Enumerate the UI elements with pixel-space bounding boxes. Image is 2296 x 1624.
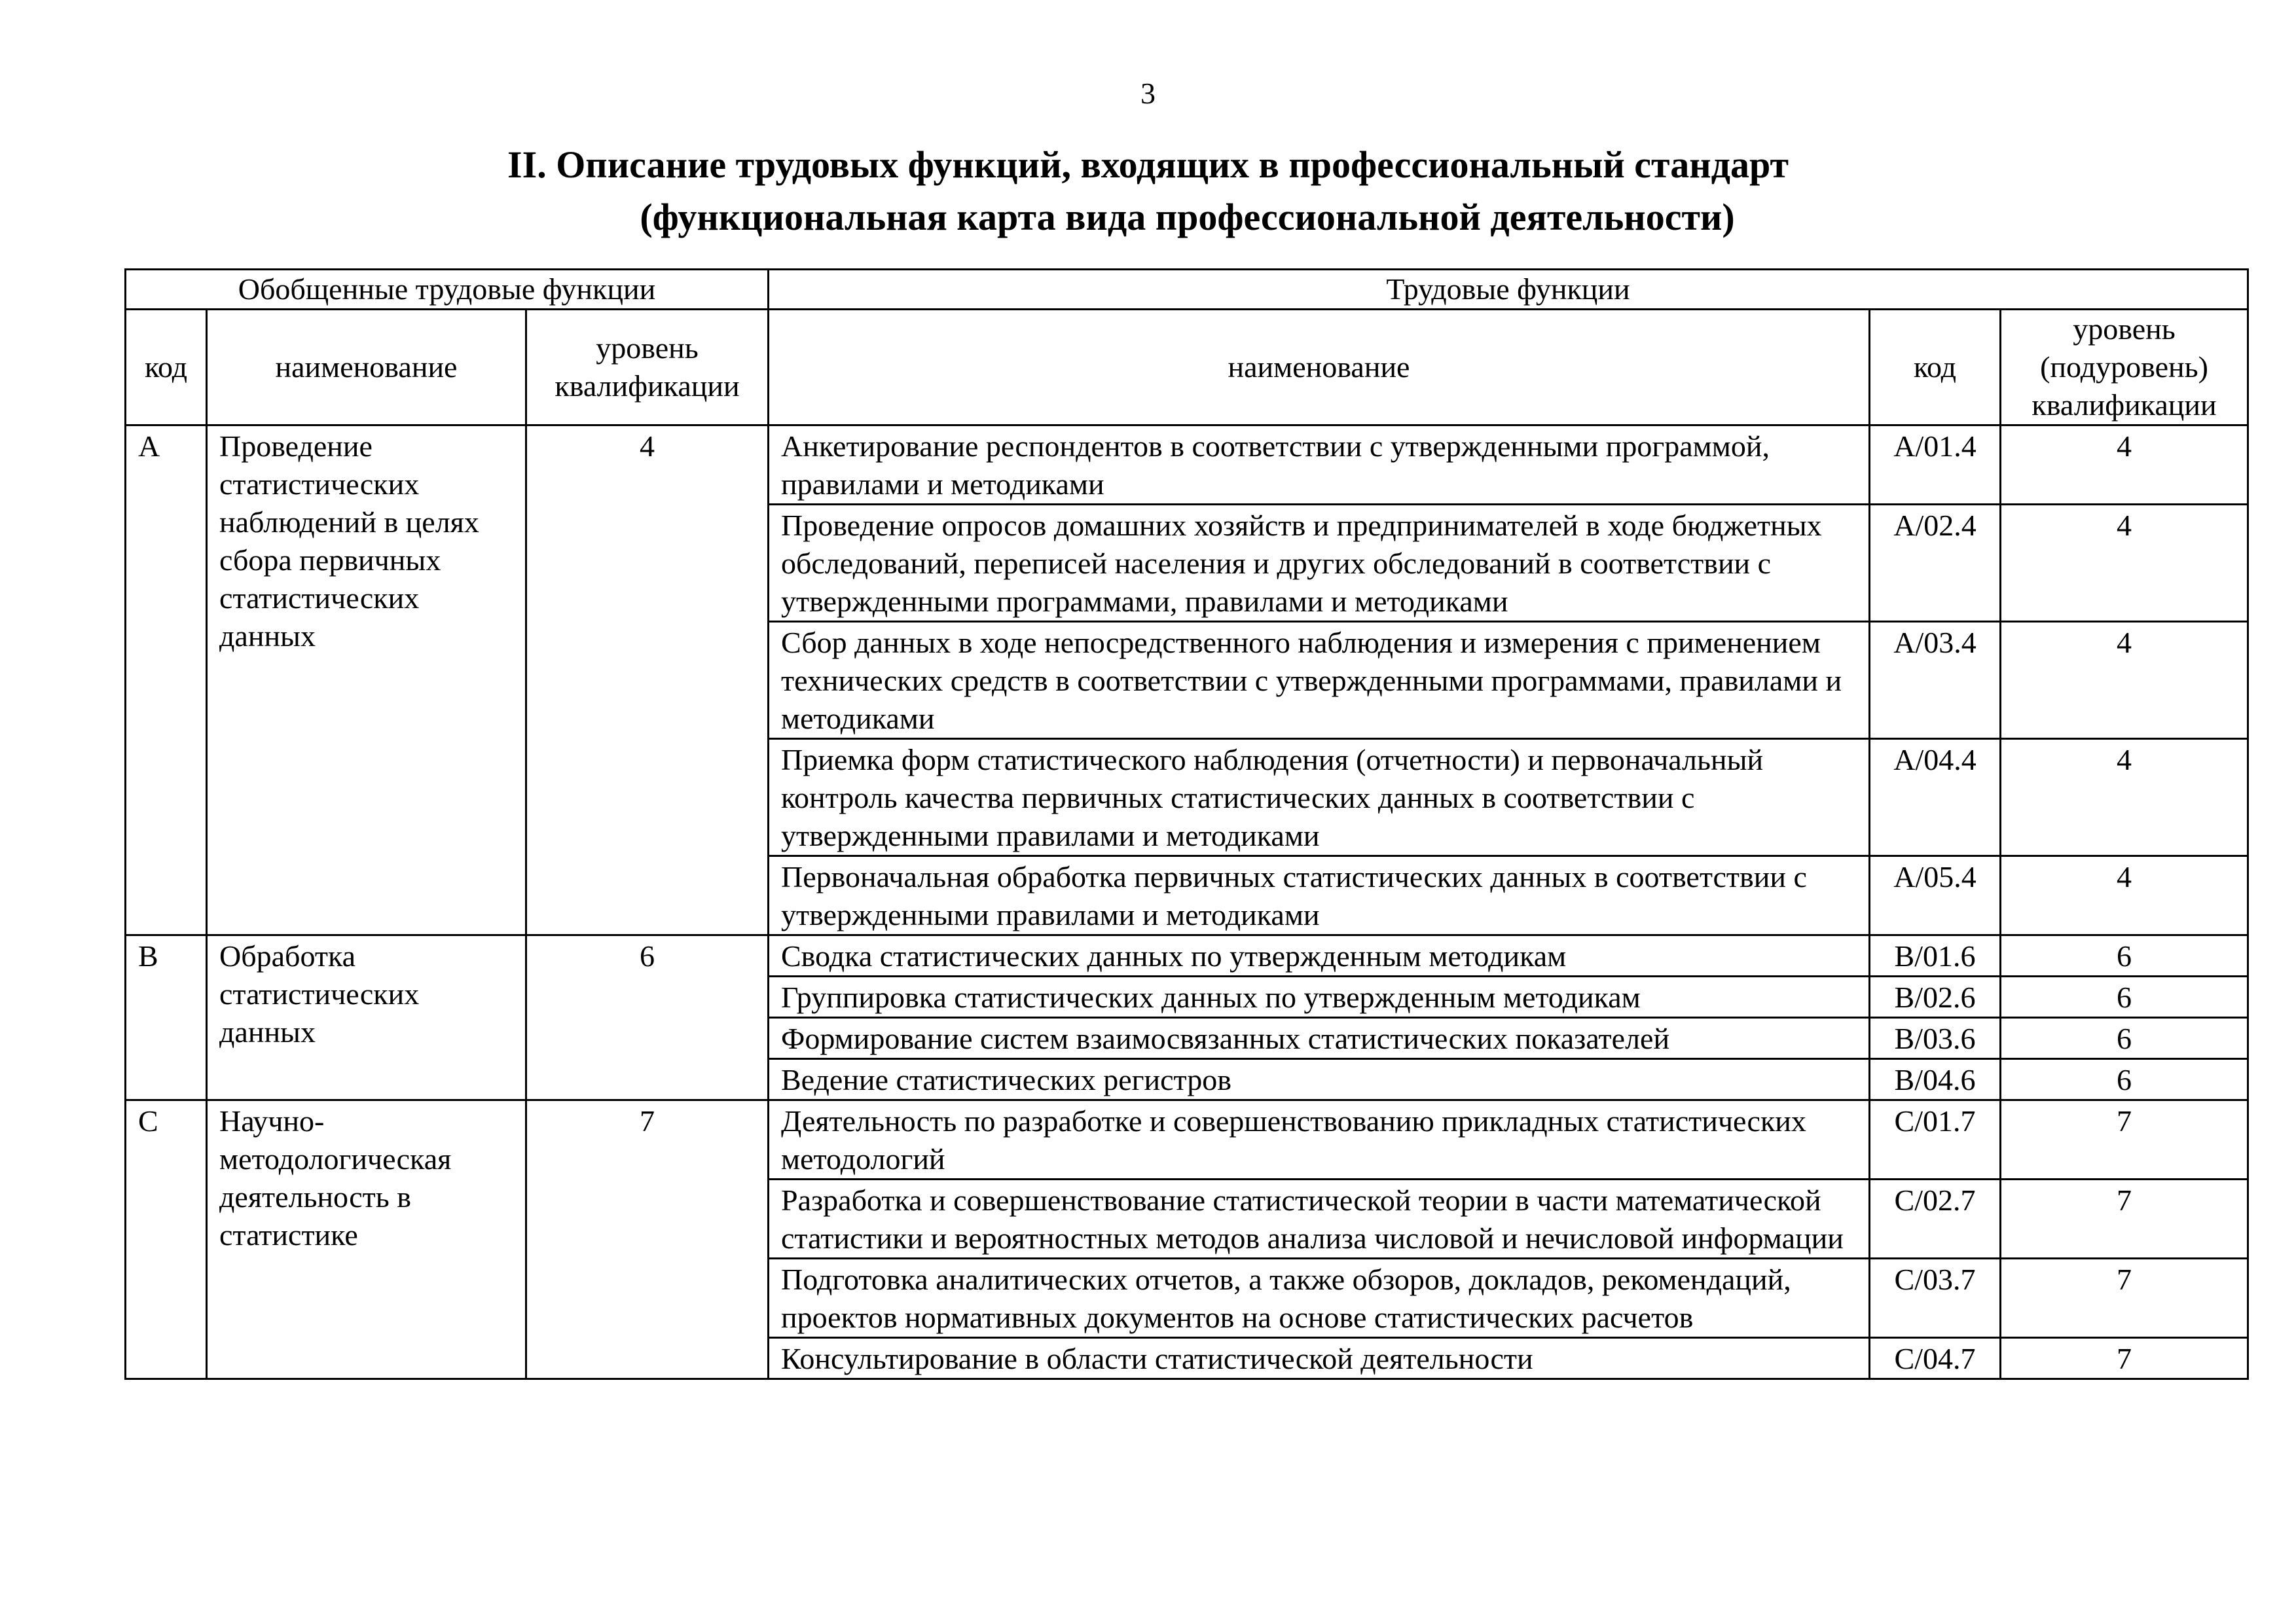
function-name: Группировка статистических данных по утвержденным методикам bbox=[769, 977, 1870, 1018]
function-name: Деятельность по разработке и совершенствованию прикладных статистических методологий bbox=[769, 1100, 1870, 1180]
function-name: Приемка форм статистического наблюдения (отчетности) и первоначальный контроль качества первичных статистических данных в соответствии с утвержденными правилами и методиками bbox=[769, 739, 1870, 856]
group-code: C bbox=[126, 1100, 207, 1379]
header-gen-level: уровень квалификации bbox=[526, 310, 769, 425]
function-code: A/05.4 bbox=[1870, 856, 2001, 935]
function-code: B/04.6 bbox=[1870, 1059, 2001, 1100]
header-labor-functions: Трудовые функции bbox=[769, 270, 2248, 310]
function-name: Консультирование в области статистической деятельности bbox=[769, 1338, 1870, 1379]
group-name: Обработка статистических данных bbox=[207, 935, 526, 1100]
header-gen-name: наименование bbox=[207, 310, 526, 425]
group-level: 6 bbox=[526, 935, 769, 1100]
header-gen-code: код bbox=[126, 310, 207, 425]
function-name: Сводка статистических данных по утвержденным методикам bbox=[769, 935, 1870, 977]
function-name: Разработка и совершенствование статистической теории в части математической статистики и вероятностных методов анализа числовой и нечисловой информации bbox=[769, 1180, 1870, 1259]
function-level: 4 bbox=[2001, 505, 2248, 622]
function-level: 6 bbox=[2001, 935, 2248, 977]
function-code: A/04.4 bbox=[1870, 739, 2001, 856]
header-fn-level: уровень (подуровень) квалификации bbox=[2001, 310, 2248, 425]
function-level: 6 bbox=[2001, 977, 2248, 1018]
function-code: B/02.6 bbox=[1870, 977, 2001, 1018]
function-level: 7 bbox=[2001, 1180, 2248, 1259]
function-code: A/02.4 bbox=[1870, 505, 2001, 622]
function-code: C/01.7 bbox=[1870, 1100, 2001, 1180]
function-level: 7 bbox=[2001, 1259, 2248, 1338]
function-name: Анкетирование респондентов в соответствии с утвержденными программой, правилами и методиками bbox=[769, 425, 1870, 505]
function-name: Проведение опросов домашних хозяйств и предпринимателей в ходе бюджетных обследований, переписей населения и других обследований в соответствии с утвержденными программами, правилами и методиками bbox=[769, 505, 1870, 622]
function-code: C/03.7 bbox=[1870, 1259, 2001, 1338]
function-name: Подготовка аналитических отчетов, а также обзоров, докладов, рекомендаций, проектов нормативных документов на основе статистических расчетов bbox=[769, 1259, 1870, 1338]
page-title bbox=[0, 139, 2296, 244]
function-code: C/04.7 bbox=[1870, 1338, 2001, 1379]
group-level: 7 bbox=[526, 1100, 769, 1379]
function-name: Ведение статистических регистров bbox=[769, 1059, 1870, 1100]
group-name: Научно-методологическая деятельность в статистике bbox=[207, 1100, 526, 1379]
function-level: 4 bbox=[2001, 622, 2248, 739]
group-code: B bbox=[126, 935, 207, 1100]
function-code: C/02.7 bbox=[1870, 1180, 2001, 1259]
function-level: 4 bbox=[2001, 425, 2248, 505]
header-fn-name: наименование bbox=[769, 310, 1870, 425]
functional-map-table bbox=[124, 268, 2249, 1380]
function-code: A/01.4 bbox=[1870, 425, 2001, 505]
function-name: Первоначальная обработка первичных статистических данных в соответствии с утвержденными правилами и методиками bbox=[769, 856, 1870, 935]
function-code: A/03.4 bbox=[1870, 622, 2001, 739]
function-name: Формирование систем взаимосвязанных статистических показателей bbox=[769, 1018, 1870, 1059]
page-number: 3 bbox=[1140, 77, 1156, 110]
title-line-2: (функциональная карта вида профессиональной деятельности) bbox=[640, 196, 1735, 238]
function-code: B/03.6 bbox=[1870, 1018, 2001, 1059]
table-row bbox=[126, 425, 2248, 505]
table-row bbox=[126, 1100, 2248, 1180]
header-generalized-functions: Обобщенные трудовые функции bbox=[126, 270, 769, 310]
function-level: 4 bbox=[2001, 856, 2248, 935]
function-level: 7 bbox=[2001, 1338, 2248, 1379]
header-fn-code: код bbox=[1870, 310, 2001, 425]
function-level: 4 bbox=[2001, 739, 2248, 856]
group-code: A bbox=[126, 425, 207, 935]
table-row bbox=[126, 935, 2248, 977]
function-code: B/01.6 bbox=[1870, 935, 2001, 977]
function-level: 6 bbox=[2001, 1018, 2248, 1059]
function-level: 7 bbox=[2001, 1100, 2248, 1180]
title-line-1: II. Описание трудовых функций, входящих в профессиональный стандарт bbox=[507, 143, 1789, 186]
group-name: Проведение статистических наблюдений в целях сбора первичных статистических данных bbox=[207, 425, 526, 935]
group-level: 4 bbox=[526, 425, 769, 935]
function-level: 6 bbox=[2001, 1059, 2248, 1100]
function-name: Сбор данных в ходе непосредственного наблюдения и измерения с применением технических средств в соответствии с утвержденными программами, правилами и методиками bbox=[769, 622, 1870, 739]
